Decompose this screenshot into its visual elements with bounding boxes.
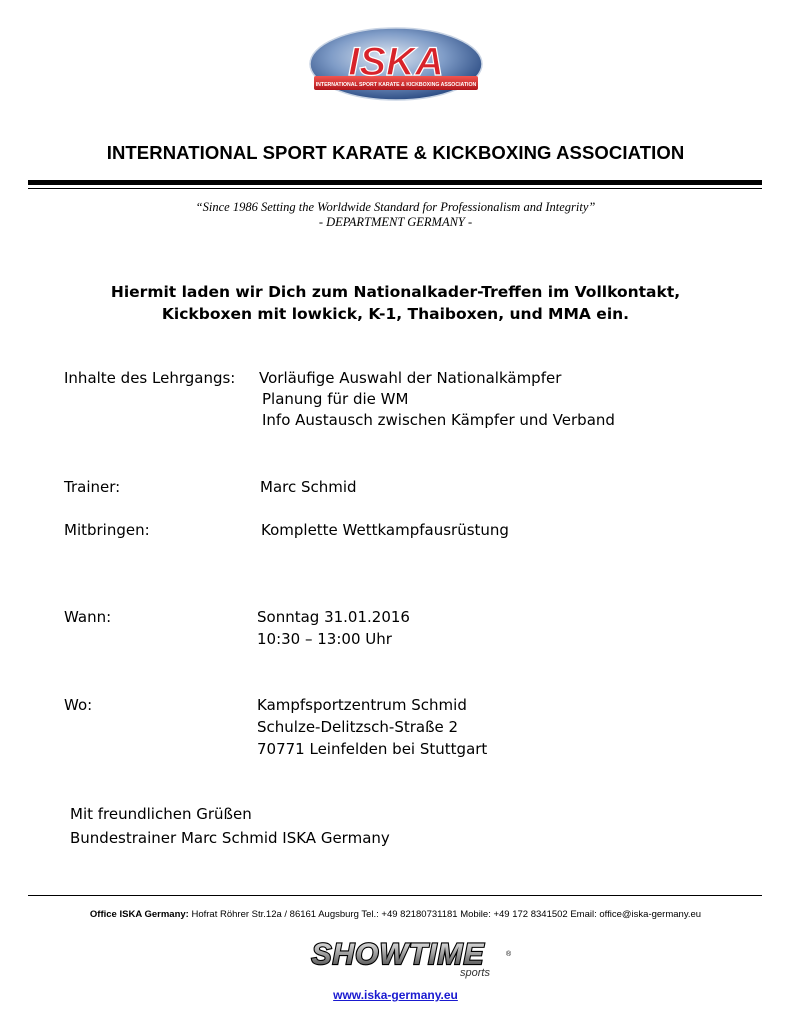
invitation-heading <box>0 281 791 325</box>
inhalte-item: Planung für die WM <box>262 390 409 408</box>
header-rule-thin <box>28 188 762 189</box>
wo-line: Schulze-Delitzsch-Straße 2 <box>257 718 459 736</box>
inhalte-label: Inhalte des Lehrgangs: <box>64 369 236 387</box>
website-link[interactable]: www.iska-germany.eu <box>333 988 458 1002</box>
footer-rule <box>28 895 762 896</box>
showtime-sports-logo <box>280 934 520 980</box>
inhalte-item: Vorläufige Auswahl der Nationalkämpfer <box>259 369 562 387</box>
department: - DEPARTMENT GERMANY - <box>318 215 473 229</box>
closing-block <box>70 802 390 850</box>
footer-contact <box>0 909 791 920</box>
website-link-block <box>0 988 791 1002</box>
invitation-line-1: Hiermit laden wir Dich zum Nationalkader-Treffen im Vollkontakt, <box>110 283 681 301</box>
signature: Bundestrainer Marc Schmid ISKA Germany <box>70 829 390 847</box>
trainer-value: Marc Schmid <box>260 478 357 496</box>
inhalte-item: Info Austausch zwischen Kämpfer und Verband <box>262 411 615 429</box>
greeting: Mit freundlichen Grüßen <box>70 805 252 823</box>
logo-text: ISKA <box>348 40 444 84</box>
wo-line: 70771 Leinfelden bei Stuttgart <box>257 740 488 758</box>
trainer-label: Trainer: <box>64 478 121 496</box>
wo-label: Wo: <box>64 696 93 714</box>
mitbringen-value: Komplette Wettkampfausrüstung <box>261 521 509 539</box>
office-label: Office ISKA Germany: <box>89 909 189 920</box>
wann-label: Wann: <box>64 608 112 626</box>
mitbringen-label: Mitbringen: <box>64 521 150 539</box>
header-rule-thick <box>28 180 762 185</box>
motto-block <box>0 200 791 230</box>
motto: “Since 1986 Setting the Worldwide Standard for Professionalism and Integrity” <box>195 200 596 214</box>
wo-line: Kampfsportzentrum Schmid <box>257 696 467 714</box>
wann-time: 10:30 – 13:00 Uhr <box>257 630 392 648</box>
svg-text:®: ® <box>506 951 512 958</box>
office-address: Hofrat Röhrer Str.12a / 86161 Augsburg Tel.: +49 82180731181 Mobile: +49 172 8341502 Email: office@iska-germany.eu <box>188 909 702 920</box>
logo-subtext: INTERNATIONAL SPORT KARATE & KICKBOXING ASSOCIATION <box>315 82 477 88</box>
wann-date: Sonntag 31.01.2016 <box>257 608 410 626</box>
iska-logo <box>308 26 484 102</box>
sponsor-sub: sports <box>460 967 490 979</box>
organization-title: INTERNATIONAL SPORT KARATE & KICKBOXING ASSOCIATION <box>106 142 685 163</box>
invitation-line-2: Kickboxen mit lowkick, K-1, Thaiboxen, und MMA ein. <box>161 305 630 323</box>
sponsor-name: SHOWTIME <box>311 938 485 971</box>
